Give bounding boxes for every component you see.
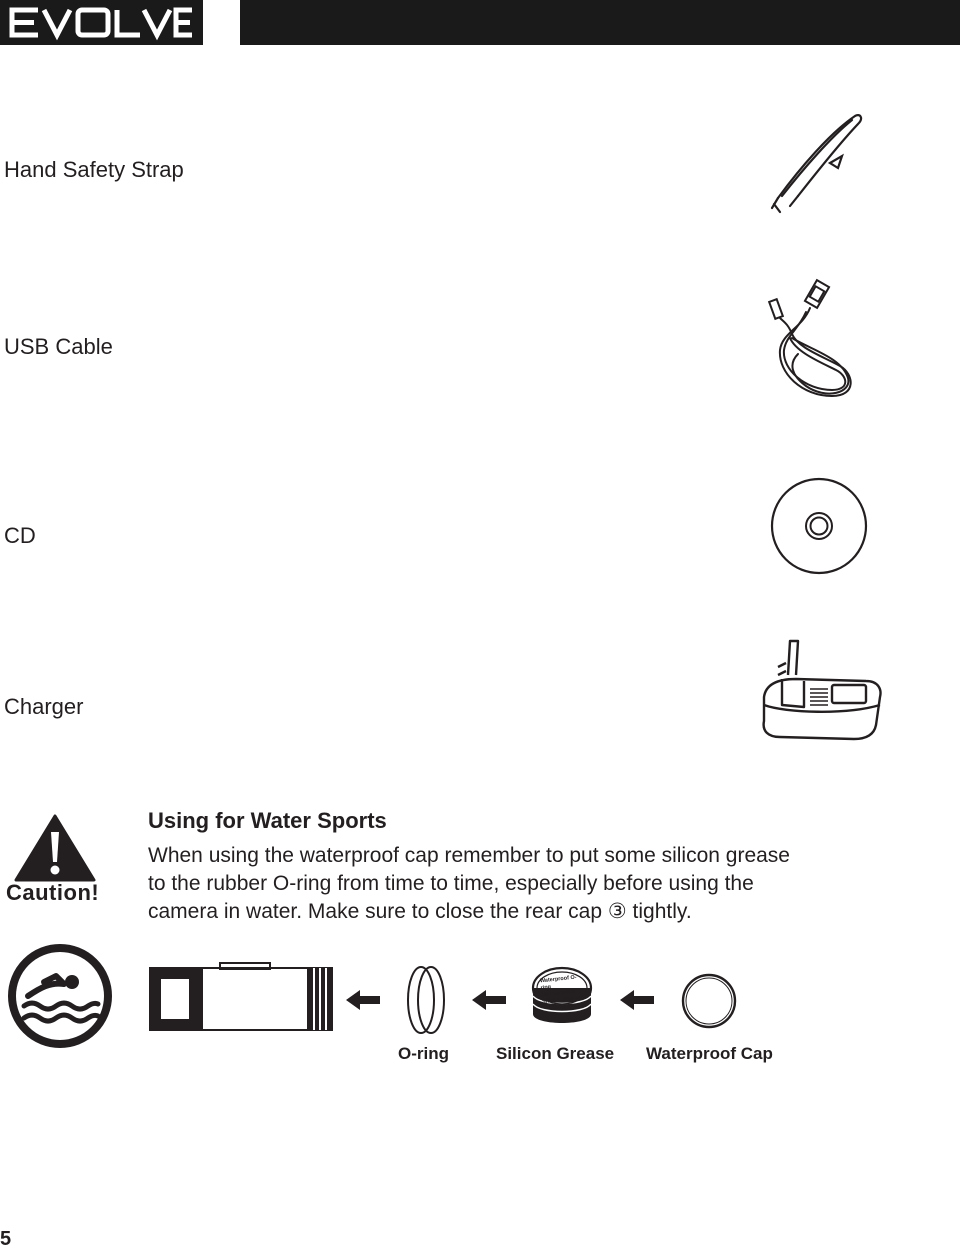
header-bar <box>240 0 960 45</box>
label-silicon-grease: Silicon Grease <box>496 1044 615 1063</box>
caution-line-2: to the rubber O-ring from time to time, especially before using the <box>148 872 754 895</box>
grease-label-text: Waterproof O-ring Maintenance Silicon Grease <box>539 974 581 1006</box>
camera-body-icon <box>148 962 338 1034</box>
caution-line-3: camera in water. Make sure to close the rear cap ③ tightly. <box>148 900 692 923</box>
caution-line-1: When using the waterproof cap remember to put some silicon grease <box>148 844 790 867</box>
arrow-left-icon <box>620 988 654 1012</box>
label-oring: O-ring <box>398 1044 449 1063</box>
warning-icon <box>14 814 96 882</box>
item-label-charger: Charger <box>4 694 84 719</box>
page-number: 5 <box>0 1228 12 1250</box>
strap-icon <box>760 108 870 218</box>
evolve-logo-icon <box>0 0 203 45</box>
label-waterproof-cap: Waterproof Cap <box>646 1044 773 1063</box>
item-label-usb: USB Cable <box>4 334 113 359</box>
waterproof-cap-icon <box>680 972 738 1030</box>
caution-label: Caution! <box>6 880 100 905</box>
charger-icon <box>756 635 886 743</box>
arrow-left-icon <box>472 988 506 1012</box>
item-label-strap: Hand Safety Strap <box>4 157 184 182</box>
swimmer-icon <box>6 942 114 1050</box>
brand-logo <box>0 0 203 45</box>
oring-icon <box>404 964 448 1036</box>
item-label-cd: CD <box>4 523 36 548</box>
cd-icon <box>770 476 870 576</box>
usb-cable-icon <box>762 278 862 406</box>
caution-title: Using for Water Sports <box>148 808 387 833</box>
arrow-left-icon <box>346 988 380 1012</box>
